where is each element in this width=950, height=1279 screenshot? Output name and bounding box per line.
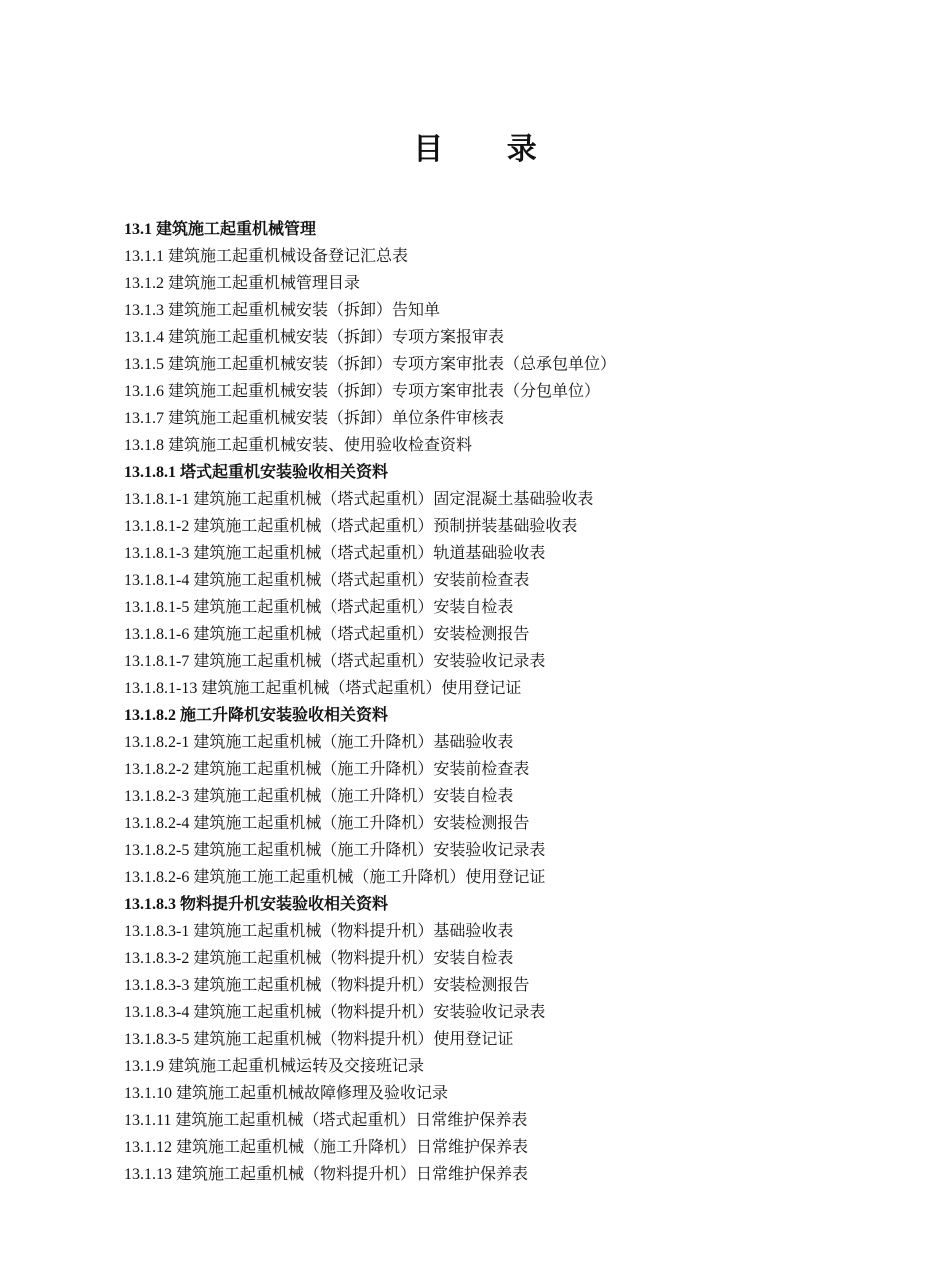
toc-entry: [124, 918, 904, 945]
toc-entry-number: 13.1.9: [124, 1058, 164, 1075]
toc-entry-title: 建筑施工起重机械管理: [156, 221, 317, 238]
toc-entry-number: 13.1.8.2-1: [124, 734, 190, 751]
toc-entry-title: 建筑施工起重机械设备登记汇总表: [168, 248, 409, 265]
toc-entry-number: 13.1.8.1-2: [124, 518, 190, 535]
toc-entry: [124, 675, 904, 702]
toc-entry: [124, 1134, 904, 1161]
toc-entry-number: 13.1.10: [124, 1085, 172, 1102]
toc-entry-title: 施工升降机安装验收相关资料: [180, 707, 389, 724]
toc-entry-title: 建筑施工起重机械安装（拆卸）专项方案审批表（总承包单位）: [168, 356, 617, 373]
toc-entry-title: 建筑施工起重机械（物料提升机）安装检测报告: [193, 977, 530, 994]
toc-entry-title: 建筑施工起重机械安装（拆卸）专项方案审批表（分包单位）: [168, 383, 601, 400]
toc-entry: [124, 756, 904, 783]
toc-entry: [124, 432, 904, 459]
toc-entry-number: 13.1.8.2: [124, 707, 176, 724]
toc-entry-title: 建筑施工起重机械安装（拆卸）专项方案报审表: [168, 329, 505, 346]
toc-entry-title: 建筑施工起重机械（塔式起重机）安装检测报告: [193, 626, 530, 643]
toc-entry: [124, 1161, 904, 1188]
toc-entry: [124, 648, 904, 675]
toc-entry-title: 物料提升机安装验收相关资料: [180, 896, 389, 913]
toc-entry-title: 建筑施工起重机械管理目录: [168, 275, 361, 292]
toc-entry-title: 建筑施工起重机械（塔式起重机）预制拼装基础验收表: [193, 518, 578, 535]
toc-entry-title: 塔式起重机安装验收相关资料: [180, 464, 389, 481]
toc-entry-title: 建筑施工起重机械运转及交接班记录: [168, 1058, 425, 1075]
toc-entry-title: 建筑施工起重机械（物料提升机）基础验收表: [193, 923, 514, 940]
toc-entry: [124, 405, 904, 432]
toc-entry-number: 13.1.8.3-4: [124, 1004, 190, 1021]
toc-entry: [124, 1107, 904, 1134]
toc-entry-number: 13.1.11: [124, 1112, 172, 1129]
toc-entry-title: 建筑施工起重机械（施工升降机）日常维护保养表: [176, 1139, 529, 1156]
toc-entry-number: 13.1.8.2-2: [124, 761, 190, 778]
toc-entry-number: 13.1.8.1: [124, 464, 176, 481]
toc-entry: [124, 864, 904, 891]
page-title: 目 录: [413, 133, 565, 166]
toc-entry: [124, 1053, 904, 1080]
toc-entry: [124, 945, 904, 972]
toc-entry: [124, 270, 904, 297]
toc-entry-title: 建筑施工起重机械（塔式起重机）安装验收记录表: [193, 653, 546, 670]
toc-entry: [124, 1026, 904, 1053]
toc-entry-title: 建筑施工施工起重机械（施工升降机）使用登记证: [193, 869, 546, 886]
toc-entry-number: 13.1.2: [124, 275, 164, 292]
toc-entry: [124, 297, 904, 324]
toc-entry-number: 13.1.7: [124, 410, 164, 427]
toc-section-heading: [124, 891, 904, 918]
toc-entry: [124, 594, 904, 621]
toc-entry-number: 13.1.8.3-1: [124, 923, 190, 940]
toc-entry: [124, 486, 904, 513]
toc-entry-number: 13.1.8.1-3: [124, 545, 190, 562]
toc-entry-title: 建筑施工起重机械（塔式起重机）安装前检查表: [193, 572, 530, 589]
toc-entry-number: 13.1.8.2-4: [124, 815, 190, 832]
toc-entry: [124, 378, 904, 405]
toc-entry: [124, 972, 904, 999]
toc-entry-title: 建筑施工起重机械（施工升降机）安装检测报告: [193, 815, 530, 832]
toc-entry-title: 建筑施工起重机械（施工升降机）安装自检表: [193, 788, 514, 805]
toc-entry-title: 建筑施工起重机械（施工升降机）安装前检查表: [193, 761, 530, 778]
toc-entry-title: 建筑施工起重机械（物料提升机）使用登记证: [193, 1031, 514, 1048]
table-of-contents: [124, 216, 904, 1188]
toc-entry-number: 13.1.3: [124, 302, 164, 319]
toc-entry: [124, 729, 904, 756]
toc-section-heading: [124, 459, 904, 486]
toc-entry-title: 建筑施工起重机械（物料提升机）安装自检表: [193, 950, 514, 967]
toc-entry-title: 建筑施工起重机械安装（拆卸）告知单: [168, 302, 441, 319]
toc-entry-number: 13.1.5: [124, 356, 164, 373]
toc-entry-number: 13.1.8.3: [124, 896, 176, 913]
toc-entry: [124, 513, 904, 540]
toc-entry-number: 13.1.4: [124, 329, 164, 346]
toc-entry-title: 建筑施工起重机械安装（拆卸）单位条件审核表: [168, 410, 505, 427]
toc-entry-number: 13.1.8.1-4: [124, 572, 190, 589]
toc-entry-number: 13.1.8.1-6: [124, 626, 190, 643]
toc-entry: [124, 1080, 904, 1107]
toc-section-heading: [124, 702, 904, 729]
toc-entry: [124, 783, 904, 810]
toc-entry-title: 建筑施工起重机械（塔式起重机）日常维护保养表: [175, 1112, 528, 1129]
toc-entry-number: 13.1.1: [124, 248, 164, 265]
toc-entry-title: 建筑施工起重机械（塔式起重机）轨道基础验收表: [193, 545, 546, 562]
toc-entry: [124, 621, 904, 648]
toc-entry-number: 13.1.8.2-5: [124, 842, 190, 859]
toc-entry-title: 建筑施工起重机械（施工升降机）基础验收表: [193, 734, 514, 751]
toc-entry: [124, 324, 904, 351]
toc-entry: [124, 243, 904, 270]
toc-entry-title: 建筑施工起重机械（物料提升机）安装验收记录表: [193, 1004, 546, 1021]
toc-entry-title: 建筑施工起重机械（塔式起重机）使用登记证: [201, 680, 522, 697]
toc-entry-number: 13.1.8.1-7: [124, 653, 190, 670]
toc-entry-title: 建筑施工起重机械（施工升降机）安装验收记录表: [193, 842, 546, 859]
toc-entry-number: 13.1.12: [124, 1139, 172, 1156]
toc-entry: [124, 999, 904, 1026]
toc-entry-number: 13.1.8.2-6: [124, 869, 190, 886]
toc-entry-number: 13.1.13: [124, 1166, 172, 1183]
toc-entry-title: 建筑施工起重机械（塔式起重机）安装自检表: [193, 599, 514, 616]
toc-entry: [124, 810, 904, 837]
toc-entry-number: 13.1: [124, 221, 152, 238]
toc-entry-number: 13.1.8.3-3: [124, 977, 190, 994]
toc-entry-number: 13.1.8.3-2: [124, 950, 190, 967]
toc-entry-number: 13.1.8.3-5: [124, 1031, 190, 1048]
toc-entry: [124, 837, 904, 864]
toc-section-heading: [124, 216, 904, 243]
toc-entry-number: 13.1.8.2-3: [124, 788, 190, 805]
toc-entry-title: 建筑施工起重机械（物料提升机）日常维护保养表: [176, 1166, 529, 1183]
toc-entry: [124, 540, 904, 567]
toc-entry-number: 13.1.8.1-5: [124, 599, 190, 616]
toc-entry: [124, 567, 904, 594]
toc-entry-number: 13.1.6: [124, 383, 164, 400]
toc-entry-number: 13.1.8.1-1: [124, 491, 190, 508]
toc-entry-number: 13.1.8.1-13: [124, 680, 198, 697]
toc-entry-title: 建筑施工起重机械故障修理及验收记录: [176, 1085, 449, 1102]
toc-entry-title: 建筑施工起重机械（塔式起重机）固定混凝土基础验收表: [193, 491, 594, 508]
toc-entry: [124, 351, 904, 378]
toc-entry-title: 建筑施工起重机械安装、使用验收检查资料: [168, 437, 473, 454]
toc-entry-number: 13.1.8: [124, 437, 164, 454]
